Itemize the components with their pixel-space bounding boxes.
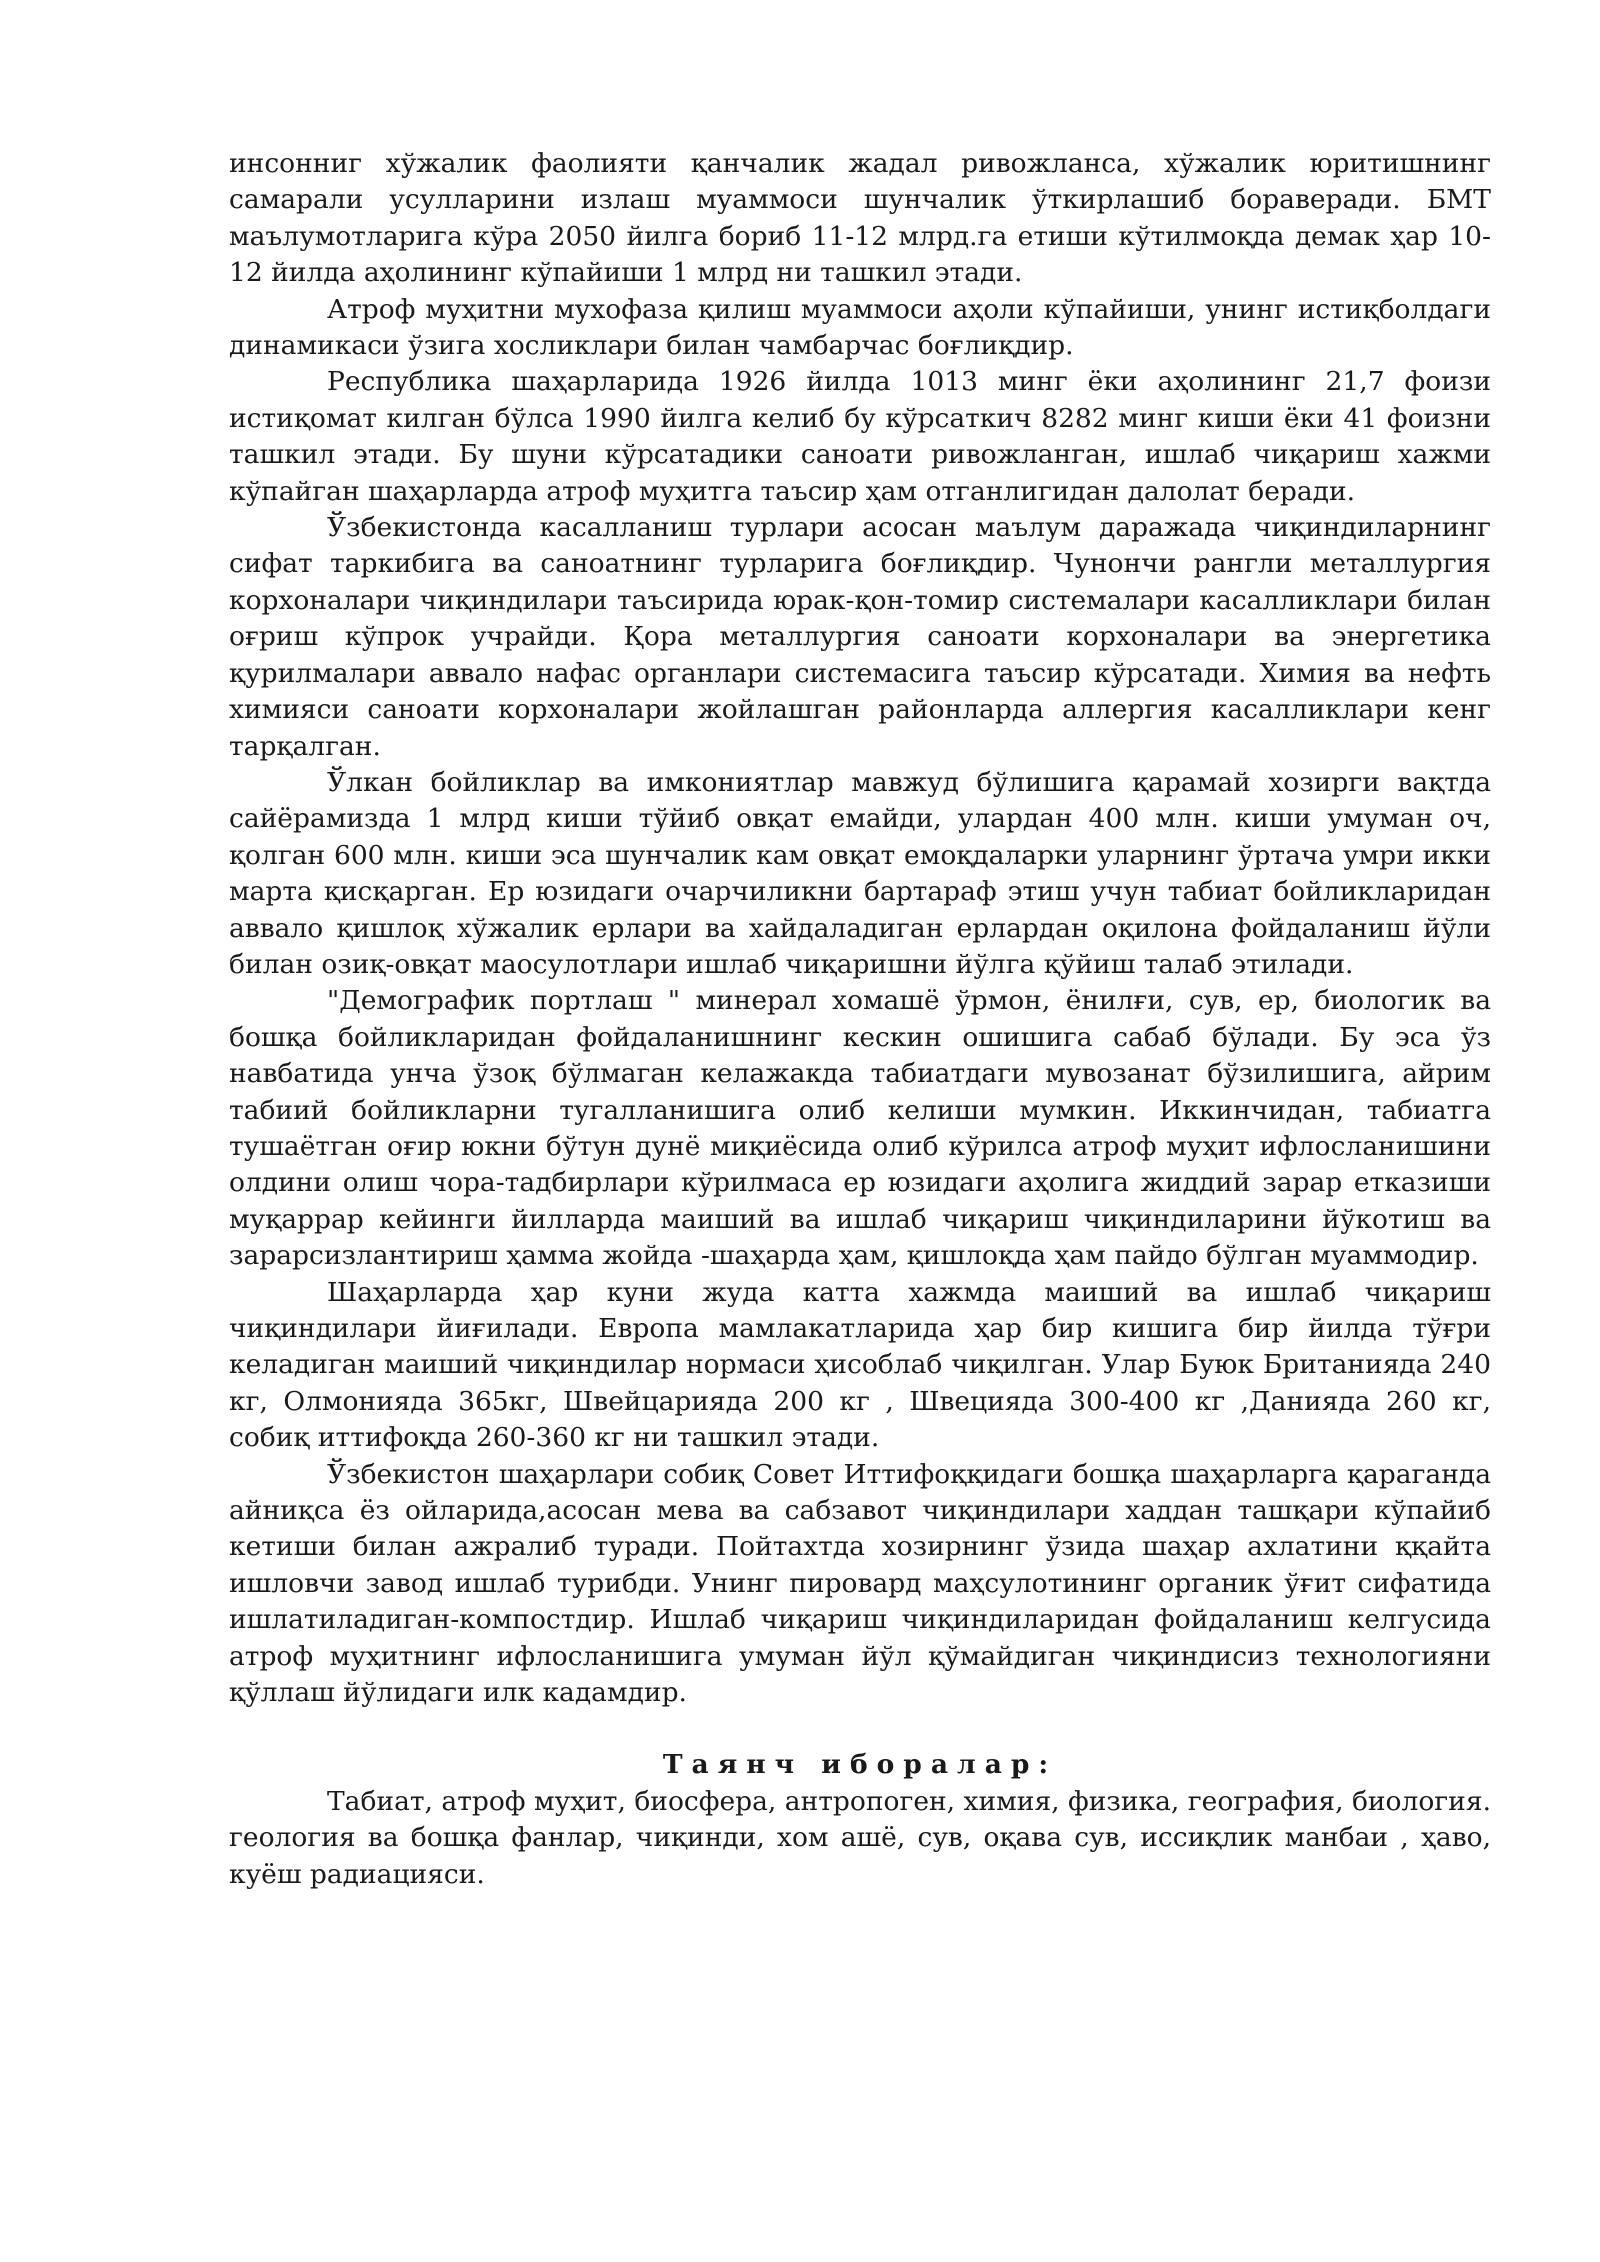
paragraph-4: Ўзбекистонда касалланиш турлари асосан маълум даражада чиқиндиларнинг сифат таркибига ва саноатнинг турларига боғлиқдир. Чунончи рангли металлургия корхоналари чиқиндилари таъсирида юрак-қон-томир системалари касалликлари билан оғриш кўпрок учрайди. Қора металлургия саноати корхоналари ва энергетика қурилмалари аввало нафас органлари системасига таъсир кўрсатади. Химия ва нефть химияси саноати корхоналари жойлашган районларда аллергия касалликлари кенг тарқалган. [229,512,1491,762]
paragraph-7: Шаҳарларда ҳар куни жуда катта хажмда маиший ва ишлаб чиқариш чиқиндилари йиғилади. Европа мамлакатларида ҳар бир кишига бир йилда тўғри келадиган маиший чиқиндилар нормаси ҳисоблаб чиқилган. Улар Буюк Британияда 240 кг, Олмонияда 365кг, Швейцарияда 200 кг , Швецияда 300-400 кг ,Данияда 260 кг, собиқ иттифоқда 260-360 кг ни ташкил этади. [229,1276,1491,1454]
keywords-heading: Таянч иборалар: [662,1749,1058,1781]
paragraph-3: Республика шаҳарларида 1926 йилда 1013 минг ёки аҳолининг 21,7 фоизи истиқомат килган бўлса 1990 йилга келиб бу кўрсаткич 8282 минг киши ёки 41 фоизни ташкил этади. Бу шуни кўрсатадики саноати ривожланган, ишлаб чиқариш хажми кўпайган шаҳарларда атроф муҳитга таъсир ҳам отганлигидан далолат беради. [229,366,1491,507]
keywords-text: Табиат, атроф муҳит, биосфера, антропоген, химия, физика, география, биология. геология ва бошқа фанлар, чиқинди, хом ашё, сув, оқава сув, иссиқлик манбаи , ҳаво, куёш радиацияси. [229,1785,1491,1890]
document-body [229,146,1491,1893]
paragraph-5: Ўлкан бойликлар ва имкониятлар мавжуд бўлишига қарамай хозирги вақтда сайёрамизда 1 млрд киши тўйиб овқат емайди, улардан 400 млн. киши умуман оч, қолган 600 млн. киши эса шунчалик кам овқат емоқдаларки уларнинг ўртача умри икки марта қисқарган. Ер юзидаги очарчиликни бартараф этиш учун табиат бойликларидан аввало қишлоқ хўжалик ерлари ва хайдаладиган ерлардан оқилона фойдаланиш йўли билан озиқ-овқат маосулотлари ишлаб чиқаришни йўлга қўйиш талаб этилади. [229,766,1491,980]
paragraph-6: "Демографик портлаш " минерал хомашё ўрмон, ёнилғи, сув, ер, биологик ва бошқа бойликларидан фойдаланишнинг кескин ошишига сабаб бўлади. Бу эса ўз навбатида унча ўзоқ бўлмаган келажакда табиатдаги мувозанат бўзилишига, айрим табиий бойликларни тугалланишига олиб келиши мумкин. Иккинчидан, табиатга тушаётган оғир юкни бўтун дунё миқиёсида олиб кўрилса атроф муҳит ифлосланишини олдини олиш чора-тадбирлари кўрилмаса ер юзидаги аҳолига жиддий зарар етказиши муқаррар кейинги йилларда маиший ва ишлаб чиқариш чиқиндиларини йўкотиш ва зарарсизлантириш ҳамма жойда -шаҳарда ҳам, қишлоқда ҳам пайдо бўлган муаммодир. [229,985,1491,1272]
paragraph-8: Ўзбекистон шаҳарлари собиқ Совет Иттифоққидаги бошқа шаҳарларга қараганда айниқса ёз ойларида,асосан мева ва сабзавот чиқиндилари хаддан ташқари кўпайиб кетиши билан ажралиб туради. Пойтахтда хозирнинг ўзида шаҳар ахлатини ққайта ишловчи завод ишлаб турибди. Унинг пировард маҳсулотининг органик ўғит сифатида ишлатиладиган-компостдир. Ишлаб чиқариш чиқиндиларидан фойдаланиш келгусида атроф муҳитнинг ифлосланишига умуман йўл қўмайдиган чиқиндисиз технологияни қўллаш йўлидаги илк кадамдир. [229,1458,1491,1709]
paragraph-2: Атроф муҳитни мухофаза қилиш муаммоси аҳоли кўпайиши, унинг истиқболдаги динамикаси ўзига хосликлари билан чамбарчас боғлиқдир. [229,293,1491,362]
paragraph-1: инсонниг хўжалик фаолияти қанчалик жадал ривожланса, хўжалик юритишнинг самарали усулларини излаш муаммоси шунчалик ўткирлашиб бораверади. БМТ маълумотларига кўра 2050 йилга бориб 11-12 млрд.га етиши кўтилмоқда демак ҳар 10-12 йилда аҳолининг кўпайиши 1 млрд ни ташкил этади. [229,148,1491,289]
